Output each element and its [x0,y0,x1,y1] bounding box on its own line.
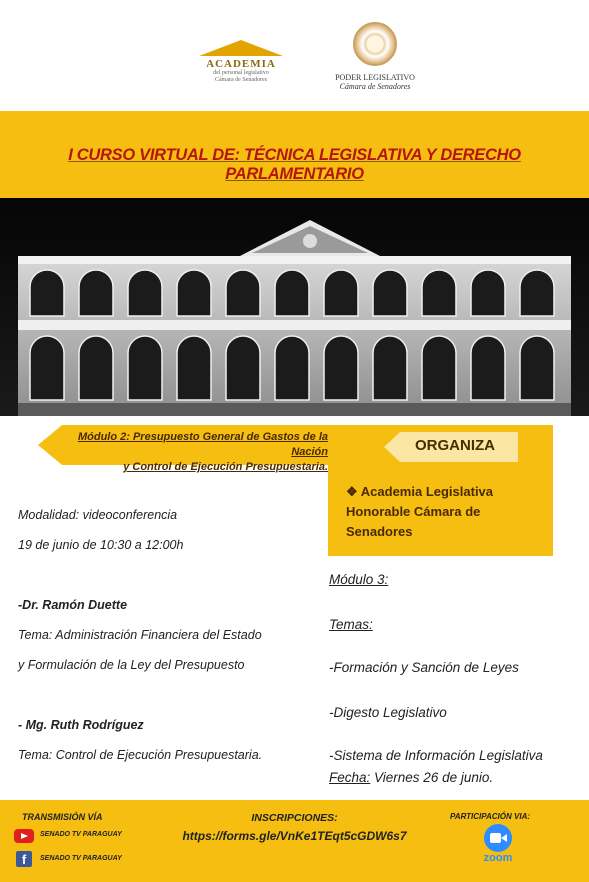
building-roof-icon [199,40,283,56]
academia-logo-sub2: Cámara de Senadores [215,77,267,83]
facebook-page-link[interactable]: SENADO TV PARAGUAY [40,855,122,862]
organiza-line1: ❖ Academia Legislativa [346,484,494,499]
module3-date-value: Viernes 26 de junio. [370,770,494,785]
inscripciones-label: INSCRIPCIONES: [251,812,338,824]
speaker1-topic-line1: Tema: Administración Financiera del Estado [18,628,262,642]
academia-logo-sub1: del personal legislativo [213,70,269,76]
speaker1-topic-line2: y Formulación de la Ley del Presupuesto [18,658,245,672]
facebook-icon[interactable]: f [16,851,32,867]
module3-date [329,770,493,785]
modalidad-text: Modalidad: videoconferencia [18,508,178,522]
speaker2-name: - Mg. Ruth Rodríguez [18,718,144,732]
poder-logo-name: PODER LEGISLATIVO [335,73,415,82]
organiza-text [346,482,546,542]
module3-heading: Módulo 3: [329,572,389,587]
module2-title [60,430,328,475]
speaker2-topic: Tema: Control de Ejecución Presupuestaria. [18,748,263,762]
module2-date: 19 de junio de 10:30 a 12:00h [18,538,184,552]
module3-topic3: -Sistema de Información Legislativa [329,748,543,763]
youtube-channel-link[interactable]: SENADO TV PARAGUAY [40,831,122,838]
transmision-label: TRANSMISIÓN VÍA [22,812,103,822]
module3-topic2: -Digesto Legislativo [329,705,447,720]
zoom-icon[interactable] [484,824,512,852]
module3-date-label: Fecha: [329,770,371,785]
course-title: I CURSO VIRTUAL DE: TÉCNICA LEGISLATIVA Y DERECHO PARLAMENTARIO [68,146,521,183]
building-illustration [0,198,589,416]
temas-heading: Temas: [329,617,373,632]
academia-logo [196,40,286,96]
organiza-line2: Honorable Cámara de [346,504,481,519]
congress-building-photo [0,198,589,416]
academia-logo-name: ACADEMIA [206,58,276,70]
participacion-label: PARTICIPACIÓN VIA: [450,812,531,821]
zoom-wordmark: zoom [483,852,513,864]
module2-line2: y Control de Ejecución Presupuestaria. [123,461,328,473]
registration-link[interactable]: https://forms.gle/VnKe1TEqt5cGDW6s7 [182,829,407,843]
speaker1-name: -Dr. Ramón Duette [18,598,128,612]
poder-legislativo-logo [330,22,420,92]
module2-line1: Módulo 2: Presupuesto General de Gastos de la Nación [77,431,328,458]
organiza-label: ORGANIZA [415,437,495,454]
module3-topic1: -Formación y Sanción de Leyes [329,660,519,675]
organiza-line3: Senadores [346,524,413,539]
seal-icon [353,22,397,66]
poder-logo-sub: Cámara de Senadores [339,82,411,91]
